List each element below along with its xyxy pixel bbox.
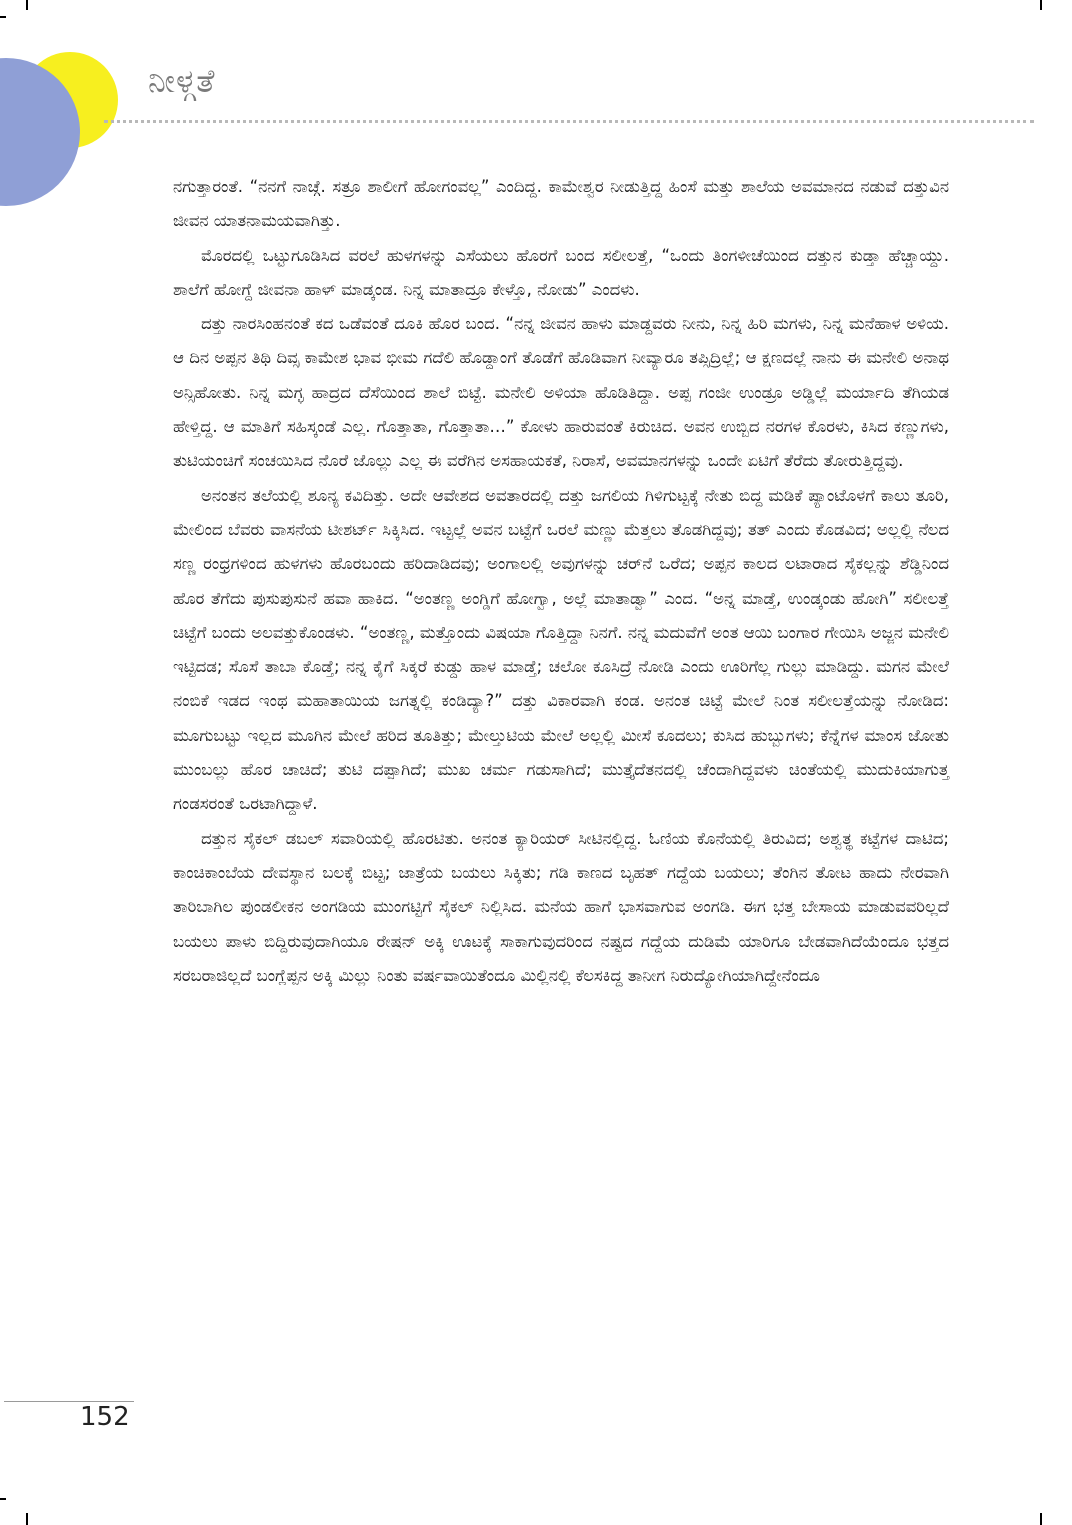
header-dotted-rule (104, 120, 1034, 123)
paragraph: ದತ್ತು ನಾರಸಿಂಹನಂತೆ ಕದ ಒಡೆವಂತೆ ದೂಕಿ ಹೊರ ಬಂದ. “ನನ್ನ ಜೀವನ ಹಾಳು ಮಾಡ್ದವರು ನೀನು, ನಿನ್ನ ಹಿರಿ ಮಗಳು, ನಿನ್ನ ಮನೆಹಾಳ ಅಳಿಯ. ಆ ದಿನ ಅಪ್ಪನ ತಿಥಿ ದಿವ್ಸ ಕಾಮೇಶ ಭಾವ ಭೀಮ ಗದೆಲಿ ಹೊಡ್ದಾಂಗೆ ತೊಡೆಗೆ ಹೊಡಿವಾಗ ನೀವ್ಯಾರೂ ತಪ್ಸಿದ್ರಿಲ್ಲೆ; ಆ ಕ್ಷಣದಲ್ಲೆ ನಾನು ಈ ಮನೇಲಿ ಅನಾಥ ಅನ್ಸಿಹೋತು. ನಿನ್ನ ಮಗ್ಳ ಹಾದ್ರದ ದೆಸೆಯಿಂದ ಶಾಲೆ ಬಿಟ್ಟೆ. ಮನೇಲಿ ಅಳಿಯಾ ಹೊಡಿತಿದ್ದಾ. ಅಪ್ಪ ಗಂಜೀ ಉಂಡ್ರೂ ಅಡ್ಡಿಲ್ಲೆ ಮರ್ಯಾದಿ ತೆಗಿಯಡ ಹೇಳ್ತಿದ್ದ. ಆ ಮಾತಿಗೆ ಸಹಿಸ್ಕಂಡೆ ಎಲ್ಲ. ಗೊತ್ತಾತಾ, ಗೊತ್ತಾತಾ…” ಕೋಳು ಹಾರುವಂತೆ ಕಿರುಚಿದ. ಅವನ ಉಬ್ಬಿದ ನರಗಳ ಕೊರಳು, ಕಿಸಿದ ಕಣ್ಣುಗಳು, ತುಟಿಯಂಚಿಗೆ ಸಂಚಯಿಸಿದ ನೊರೆ ಜೊಲ್ಲು ಎಲ್ಲ ಈ ವರೆಗಿನ ಅಸಹಾಯಕತೆ, ನಿರಾಸೆ, ಅವಮಾನಗಳನ್ನು ಒಂದೇ ಏಟಿಗೆ ತೆರೆದು ತೋರುತ್ತಿದ್ದವು. (173, 314, 949, 471)
crop-mark-left-upper (0, 16, 6, 18)
crop-mark-top-left (26, 0, 28, 10)
page-number: 152 (80, 1402, 130, 1432)
paragraph: ಅನಂತನ ತಲೆಯಲ್ಲಿ ಶೂನ್ಯ ಕವಿದಿತ್ತು. ಅದೇ ಆವೇಶದ ಅವತಾರದಲ್ಲಿ ದತ್ತು ಜಗಲಿಯ ಗಿಳಿಗುಟ್ಟಕ್ಕೆ ನೇತು ಬಿದ್ದ ಮಡಿಕೆ ಪ್ಯಾಂಟೊಳಗೆ ಕಾಲು ತೂರಿ, ಮೇಲಿಂದ ಬೆವರು ವಾಸನೆಯ ಟೀಶರ್ಟ್ ಸಿಕ್ಕಿಸಿದ. ಇಟ್ಟಲ್ಲೆ ಅವನ ಬಟ್ಟೆಗೆ ಒರಲೆ ಮಣ್ಣು ಮೆತ್ತಲು ತೊಡಗಿದ್ದವು; ತತ್ ಎಂದು ಕೊಡವಿದ; ಅಲ್ಲಲ್ಲಿ ನೆಲದ ಸಣ್ಣ ರಂಧ್ರಗಳಿಂದ ಹುಳಗಳು ಹೊರಬಂದು ಹರಿದಾಡಿದವು; ಅಂಗಾಲಲ್ಲಿ ಅವುಗಳನ್ನು ಚರ್‌ನೆ ಒರೆದ; ಅಪ್ಪನ ಕಾಲದ ಲಟಾರಾದ ಸೈಕಲ್ಲನ್ನು ಶೆಡ್ಡಿನಿಂದ ಹೊರ ತೆಗೆದು ಪುಸುಪುಸುನೆ ಹವಾ ಹಾಕಿದ. “ಅಂತಣ್ಣ ಅಂಗ್ಡಿಗೆ ಹೋಗ್ವಾ, ಅಲ್ಲೆ ಮಾತಾಡ್ವಾ” ಎಂದ. “ಅನ್ನ ಮಾಡ್ತೆ, ಉಂಡ್ಕಂಡು ಹೋಗಿ” ಸಲೀಲತ್ತೆ ಚಿಟ್ಟೆಗೆ ಬಂದು ಅಲವತ್ತುಕೊಂಡಳು. “ಅಂತಣ್ಣ, ಮತ್ತೊಂದು ವಿಷಯಾ ಗೊತ್ತಿದ್ದಾ ನಿನಗೆ. ನನ್ನ ಮದುವೆಗೆ ಅಂತ ಆಯಿ ಬಂಗಾರ ಗೇಯಿಸಿ ಅಜ್ಜನ ಮನೇಲಿ ಇಟ್ಟಿದಡ; ಸೊಸೆ ತಾಬಾ ಕೊಡ್ತೆ; ನನ್ನ ಕೈಗೆ ಸಿಕ್ಕರೆ ಕುಡ್ದು ಹಾಳ ಮಾಡ್ತೆ; ಚಲೋ ಕೂಸಿದ್ರೆ ನೋಡಿ ಎಂದು ಊರಿಗೆಲ್ಲ ಗುಲ್ಲು ಮಾಡಿದ್ದು. ಮಗನ ಮೇಲೆ ನಂಬಿಕೆ ಇಡದ ಇಂಥ ಮಹಾತಾಯಿಯ ಜಗತ್ನಲ್ಲಿ ಕಂಡಿದ್ಯಾ?” ದತ್ತು ವಿಕಾರವಾಗಿ ಕಂಡ. ಅನಂತ ಚಿಟ್ಟೆ ಮೇಲೆ ನಿಂತ ಸಲೀಲತ್ತೆಯನ್ನು ನೋಡಿದ: ಮೂಗುಬಟ್ಟು ಇಲ್ಲದ ಮೂಗಿನ ಮೇಲೆ ಹರಿದ ತೂತಿತ್ತು; ಮೇಲ್ತುಟಿಯ ಮೇಲೆ ಅಲ್ಲಲ್ಲಿ ಮೀಸೆ ಕೂದಲು; ಕುಸಿದ ಹುಬ್ಬುಗಳು; ಕೆನ್ನೆಗಳ ಮಾಂಸ ಜೋತು ಮುಂಬಲ್ಲು ಹೊರ ಚಾಚಿದೆ; ತುಟಿ ದಪ್ಪಾಗಿದೆ; ಮುಖ ಚರ್ಮ ಗಡುಸಾಗಿದೆ; ಮುತ್ತೈದೆತನದಲ್ಲಿ ಚೆಂದಾಗಿದ್ದವಳು ಚಿಂತೆಯಲ್ಲಿ ಮುದುಕಿಯಾಗುತ್ತ ಗಂಡಸರಂತೆ ಒರಟಾಗಿದ್ದಾಳೆ. (173, 485, 949, 814)
paragraph: ದತ್ತುನ ಸೈಕಲ್ ಡಬಲ್ ಸವಾರಿಯಲ್ಲಿ ಹೊರಟಿತು. ಅನಂತ ಕ್ಯಾರಿಯರ್ ಸೀಟಿನಲ್ಲಿದ್ದ. ಓಣಿಯ ಕೊನೆಯಲ್ಲಿ ತಿರುವಿದ; ಅಶ್ವತ್ಥ ಕಟ್ಟೆಗಳ ದಾಟಿದ; ಕಾಂಚಿಕಾಂಬೆಯ ದೇವಸ್ಥಾನ ಬಲಕ್ಕೆ ಬಿಟ್ಟ; ಜಾತ್ರೆಯ ಬಯಲು ಸಿಕ್ಕಿತು; ಗಡಿ ಕಾಣದ ಬೃಹತ್ ಗದ್ದೆಯ ಬಯಲು; ತೆಂಗಿನ ತೋಟ ಹಾದು ನೇರವಾಗಿ ತಾರಿಬಾಗಿಲ ಪುಂಡಲೀಕನ ಅಂಗಡಿಯ ಮುಂಗಟ್ಟಿಗೆ ಸೈಕಲ್ ನಿಲ್ಲಿಸಿದ. ಮನೆಯ ಹಾಗೆ ಭಾಸವಾಗುವ ಅಂಗಡಿ. ಈಗ ಭತ್ತ ಬೇಸಾಯ ಮಾಡುವವರಿಲ್ಲದೆ ಬಯಲು ಪಾಳು ಬಿದ್ದಿರುವುದಾಗಿಯೂ ರೇಷನ್ ಅಕ್ಕಿ ಊಟಕ್ಕೆ ಸಾಕಾಗುವುದರಿಂದ ನಷ್ಟದ ಗದ್ದೆಯ ದುಡಿಮೆ ಯಾರಿಗೂ ಬೇಡವಾಗಿದೆಯೆಂದೂ ಭತ್ತದ ಸರಬರಾಜಿಲ್ಲದೆ ಬಂಗ್ಲೆಪ್ಪನ ಅಕ್ಕಿ ಮಿಲ್ಲು ನಿಂತು ವರ್ಷವಾಯಿತೆಂದೂ ಮಿಲ್ಲಿನಲ್ಲಿ ಕೆಲಸಕಿದ್ದ ತಾನೀಗ ನಿರುದ್ಯೋಗಿಯಾಗಿದ್ದೇನೆಂದೂ (173, 828, 949, 985)
crop-mark-bottom-left (26, 1513, 28, 1525)
paragraph: ನಗುತ್ತಾರಂತೆ. “ನನಗೆ ನಾಚ್ಗೆ. ಸತ್ರೂ ಶಾಲೀಗೆ ಹೋಗಂವಲ್ಲ” ಎಂದಿದ್ದ. ಕಾಮೇಶ್ವರ ನೀಡುತ್ತಿದ್ದ ಹಿಂಸೆ ಮತ್ತು ಶಾಲೆಯ ಅವಮಾನದ ನಡುವೆ ದತ್ತುವಿನ ಜೀವನ ಯಾತನಾಮಯವಾಗಿತ್ತು. (173, 177, 949, 231)
crop-mark-bottom-right (1040, 1513, 1042, 1525)
crop-mark-top-right (1040, 0, 1042, 10)
body-text (173, 170, 949, 993)
running-header-title: ನೀಳ್ಗತೆ (148, 62, 216, 100)
crop-mark-left-lower (0, 1498, 6, 1500)
paragraph: ಮೊರದಲ್ಲಿ ಒಟ್ಟುಗೂಡಿಸಿದ ವರಲೆ ಹುಳಗಳನ್ನು ಎಸೆಯಲು ಹೊರಗೆ ಬಂದ ಸಲೀಲತ್ತೆ, “ಒಂದು ತಿಂಗಳೀಚೆಯಿಂದ ದತ್ತುನ ಕುಡ್ತಾ ಹೆಚ್ಚಾಯ್ದು. ಶಾಲೆಗೆ ಹೋಗ್ದೆ ಜೀವನಾ ಹಾಳ್ ಮಾಡ್ಕಂಡ. ನಿನ್ನ ಮಾತಾದ್ರೂ ಕೇಳ್ತೊ, ನೋಡು” ಎಂದಳು. (173, 245, 949, 299)
